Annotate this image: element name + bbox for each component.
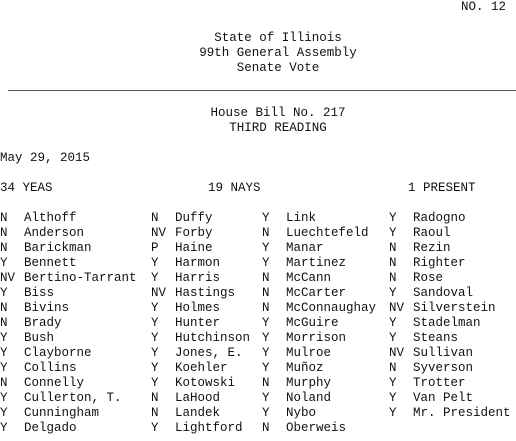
vote-code: N [262,226,270,240]
vote-code: Y [262,361,270,375]
senator-entry [0,211,77,226]
senator-name: Biss [24,286,55,300]
senator-entry [389,361,473,376]
senator-entry [262,361,324,376]
senator-name: Manar [286,241,324,255]
senator-name: Oberweis [286,421,347,435]
senator-name: Althoff [24,211,77,225]
senator-entry [389,391,473,406]
senator-name: Silverstein [413,301,496,315]
vote-code: N [262,301,270,315]
senator-name: Holmes [175,301,221,315]
vote-code: Y [151,301,159,315]
senator-entry [262,226,369,241]
senator-name: Hastings [175,286,236,300]
vote-code: Y [0,406,8,420]
senator-entry [151,256,220,271]
senator-name: Bivins [24,301,70,315]
senator-entry [151,421,243,436]
senator-entry [0,286,54,301]
senator-entry [0,406,99,421]
senator-name: Cunningham [24,406,100,420]
senator-entry [389,406,511,421]
senator-name: McGuire [286,316,339,330]
senator-name: Harris [175,271,221,285]
senator-name: Koehler [175,361,228,375]
senator-entry [151,316,220,331]
senator-name: Kotowski [175,376,236,390]
vote-code: Y [262,406,270,420]
vote-code: N [389,256,397,270]
senator-entry [151,271,220,286]
senator-entry [262,241,324,256]
senator-name: McCann [286,271,332,285]
senator-name: Sullivan [413,346,474,360]
vote-code: Y [262,331,270,345]
vote-code: Y [0,421,8,435]
vote-code: N [262,286,270,300]
senator-name: Mulroe [286,346,332,360]
senator-name: Forby [175,226,213,240]
vote-code: N [0,226,8,240]
senator-entry [262,301,376,316]
vote-code: NV [389,346,405,360]
vote-code: Y [389,391,397,405]
senator-name: Duffy [175,211,213,225]
header-divider [8,90,516,91]
senator-name: Stadelman [413,316,481,330]
senator-name: Hunter [175,316,221,330]
vote-date: May 29, 2015 [0,151,91,165]
senator-name: Haine [175,241,213,255]
senator-name: Barickman [24,241,92,255]
vote-code: Y [262,346,270,360]
senator-entry [262,286,346,301]
senator-name: Luechtefeld [286,226,369,240]
senator-entry [389,376,466,391]
senator-name: Anderson [24,226,85,240]
senator-name: Van Pelt [413,391,474,405]
senator-name: Steans [413,331,459,345]
senator-entry [262,331,346,346]
senator-name: Sandoval [413,286,474,300]
vote-code: Y [389,376,397,390]
senator-name: Rezin [413,241,451,255]
senator-entry [0,271,137,286]
vote-code: N [389,241,397,255]
senator-name: Brady [24,316,62,330]
senator-name: Martinez [286,256,347,270]
senator-name: Link [286,211,317,225]
senator-name: Jones, E. [175,346,243,360]
vote-code: N [0,211,8,225]
senator-name: Collins [24,361,77,375]
senator-entry [0,331,54,346]
senator-name: Harmon [175,256,221,270]
vote-code: N [151,211,159,225]
senator-entry [262,376,331,391]
senator-entry [151,391,220,406]
state-title: State of Illinois [214,31,342,45]
senator-entry [389,286,473,301]
vote-code: Y [0,331,8,345]
vote-code: Y [0,361,8,375]
vote-code: N [0,376,8,390]
vote-code: NV [151,226,167,240]
senator-entry [0,301,69,316]
senator-name: McConnaughay [286,301,377,315]
vote-code: Y [262,316,270,330]
vote-code: Y [151,316,159,330]
senator-entry [151,331,250,346]
senator-name: Radogno [413,211,466,225]
senator-entry [151,361,228,376]
vote-code: N [0,241,8,255]
vote-code: N [262,271,270,285]
senator-entry [0,346,92,361]
senator-name: Raoul [413,226,451,240]
nays-count: 19 NAYS [208,181,261,195]
vote-code: N [389,271,397,285]
senator-entry [0,316,62,331]
senator-entry [0,226,84,241]
senator-name: Mr. President [413,406,511,420]
senator-entry [0,376,84,391]
senator-name: Connelly [24,376,85,390]
senator-name: Righter [413,256,466,270]
senator-entry [389,271,443,286]
vote-code: NV [151,286,167,300]
present-count: 1 PRESENT [408,181,476,195]
senator-entry [151,241,213,256]
senator-entry [151,346,243,361]
vote-code: P [151,241,159,255]
assembly-title: 99th General Assembly [199,46,357,60]
vote-code: N [389,361,397,375]
vote-code: Y [389,331,397,345]
senator-entry [151,376,235,391]
senator-entry [151,226,213,241]
senator-name: Noland [286,391,332,405]
vote-code: Y [151,271,159,285]
senator-entry [389,316,481,331]
senator-entry [0,241,92,256]
senator-entry [0,256,77,271]
senator-name: Clayborne [24,346,92,360]
senator-entry [262,256,346,271]
senator-name: Hutchinson [175,331,251,345]
senator-entry [262,346,331,361]
vote-code: NV [389,301,405,315]
document-number: NO. 12 [461,0,507,14]
vote-code: Y [389,286,397,300]
senator-entry [389,331,458,346]
vote-code: Y [262,256,270,270]
senator-entry [151,406,220,421]
senator-entry [0,391,122,406]
senator-entry [262,421,346,436]
senator-entry [0,421,77,436]
senator-entry [389,226,451,241]
vote-code: Y [151,256,159,270]
vote-code: N [262,376,270,390]
vote-code: N [151,406,159,420]
vote-code: Y [262,211,270,225]
vote-code: N [262,421,270,435]
vote-code: Y [389,316,397,330]
vote-code: Y [262,241,270,255]
vote-code: Y [151,421,159,435]
senator-name: Muñoz [286,361,324,375]
senator-entry [151,211,213,226]
vote-code: N [0,316,8,330]
senator-entry [0,361,77,376]
senator-entry [389,256,466,271]
vote-code: N [0,301,8,315]
vote-code: N [151,391,159,405]
vote-code: Y [151,376,159,390]
vote-code: Y [151,331,159,345]
vote-code: Y [262,391,270,405]
senator-name: Landek [175,406,221,420]
senator-name: LaHood [175,391,221,405]
senator-entry [262,316,339,331]
senator-entry [262,271,331,286]
senator-name: Lightford [175,421,243,435]
senator-name: Syverson [413,361,474,375]
senator-entry [389,301,496,316]
senator-name: McCarter [286,286,347,300]
vote-code: Y [151,346,159,360]
yeas-count: 34 YEAS [0,181,53,195]
vote-code: Y [389,406,397,420]
vote-code: Y [151,361,159,375]
senator-name: Bertino-Tarrant [24,271,137,285]
senator-entry [262,211,316,226]
senator-name: Trotter [413,376,466,390]
senator-name: Murphy [286,376,332,390]
senator-entry [151,301,220,316]
senator-name: Delgado [24,421,77,435]
senator-entry [389,241,451,256]
vote-code: Y [0,286,8,300]
vote-type-title: Senate Vote [236,61,320,75]
vote-code: Y [0,391,8,405]
bill-title: House Bill No. 217 [210,106,346,120]
senator-name: Morrison [286,331,347,345]
vote-code: Y [389,211,397,225]
senator-name: Rose [413,271,444,285]
senator-entry [262,406,316,421]
senator-name: Bush [24,331,55,345]
senator-name: Cullerton, T. [24,391,122,405]
senator-entry [262,391,331,406]
senator-entry [389,211,466,226]
senator-entry [389,346,473,361]
vote-code: Y [0,256,8,270]
senator-entry [151,286,235,301]
vote-code: Y [0,346,8,360]
senator-name: Nybo [286,406,317,420]
vote-code: NV [0,271,16,285]
reading-title: THIRD READING [229,121,327,135]
senator-name: Bennett [24,256,77,270]
vote-code: Y [389,226,397,240]
